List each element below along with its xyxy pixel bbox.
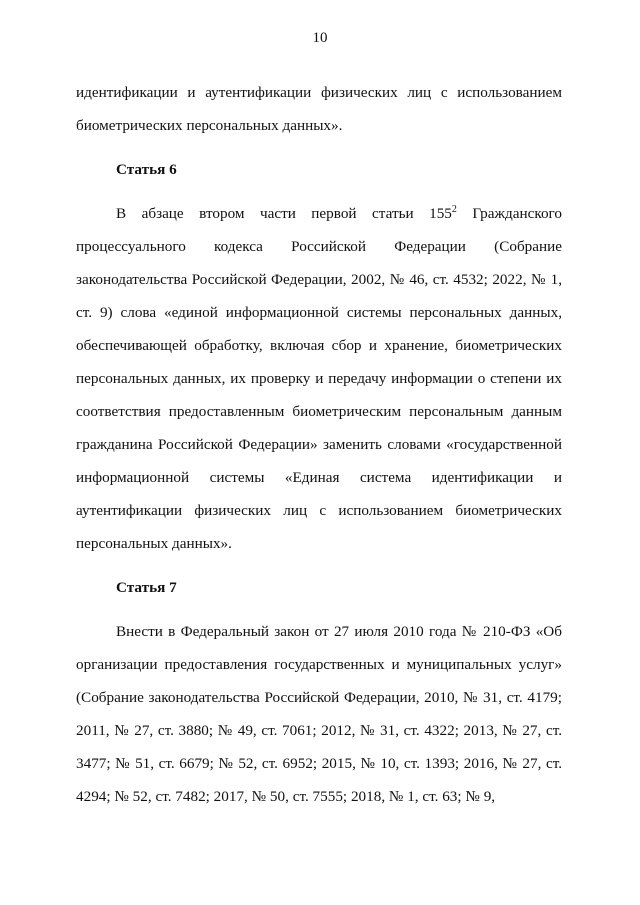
article-6-heading: Статья 6 — [116, 161, 177, 178]
article-7-heading: Статья 7 — [116, 579, 177, 596]
article-7-paragraph: Внести в Федеральный закон от 27 июля 2010 года № 210-ФЗ «Об организации предоставления государственных и муниципальных услуг» (Собрание законодательства Российской Федерации, 2010, № 31, ст. 4179; 2011, № 27, ст. 3880; № 49, ст. 7061; 2012, № 31, ст. 4322; 2013, № 27, ст. 3477; № 51, ст. 6679; № 52, ст. 6952; 2015, № 10, ст. 1393; 2016, № 27, ст. 4294; № 52, ст. 7482; 2017, № 50, ст. 7555; 2018, № 1, ст. 63; № 9, — [76, 623, 562, 805]
article-number-superscript: 2 — [451, 203, 457, 215]
article-6-text-rest: Гражданского процессуального кодекса Российской Федерации (Собрание законодательства Российской Федерации, 2002, № 46, ст. 4532; 2022, № 1, ст. 9) слова «единой информационной системы персональных данных, обеспечивающей обработку, включая сбор и хранение, биометрических персональных данных, их проверку и передачу информации о степени их соответствия предоставленным биометрическим персональным данным гражданина Российской Федерации» заменить словами «государственной информационной системы «Единая система идентификации и аутентификации физических лиц с использованием биометрических персональных данных». — [76, 205, 562, 552]
document-body — [76, 76, 562, 813]
page-number: 10 — [312, 30, 328, 46]
paragraph-continuation: идентификации и аутентификации физических лиц с использованием биометрических персональных данных». — [76, 84, 562, 134]
article-6-text-start: В абзаце втором части первой статьи 155 — [116, 205, 452, 222]
article-6-paragraph — [76, 197, 562, 560]
